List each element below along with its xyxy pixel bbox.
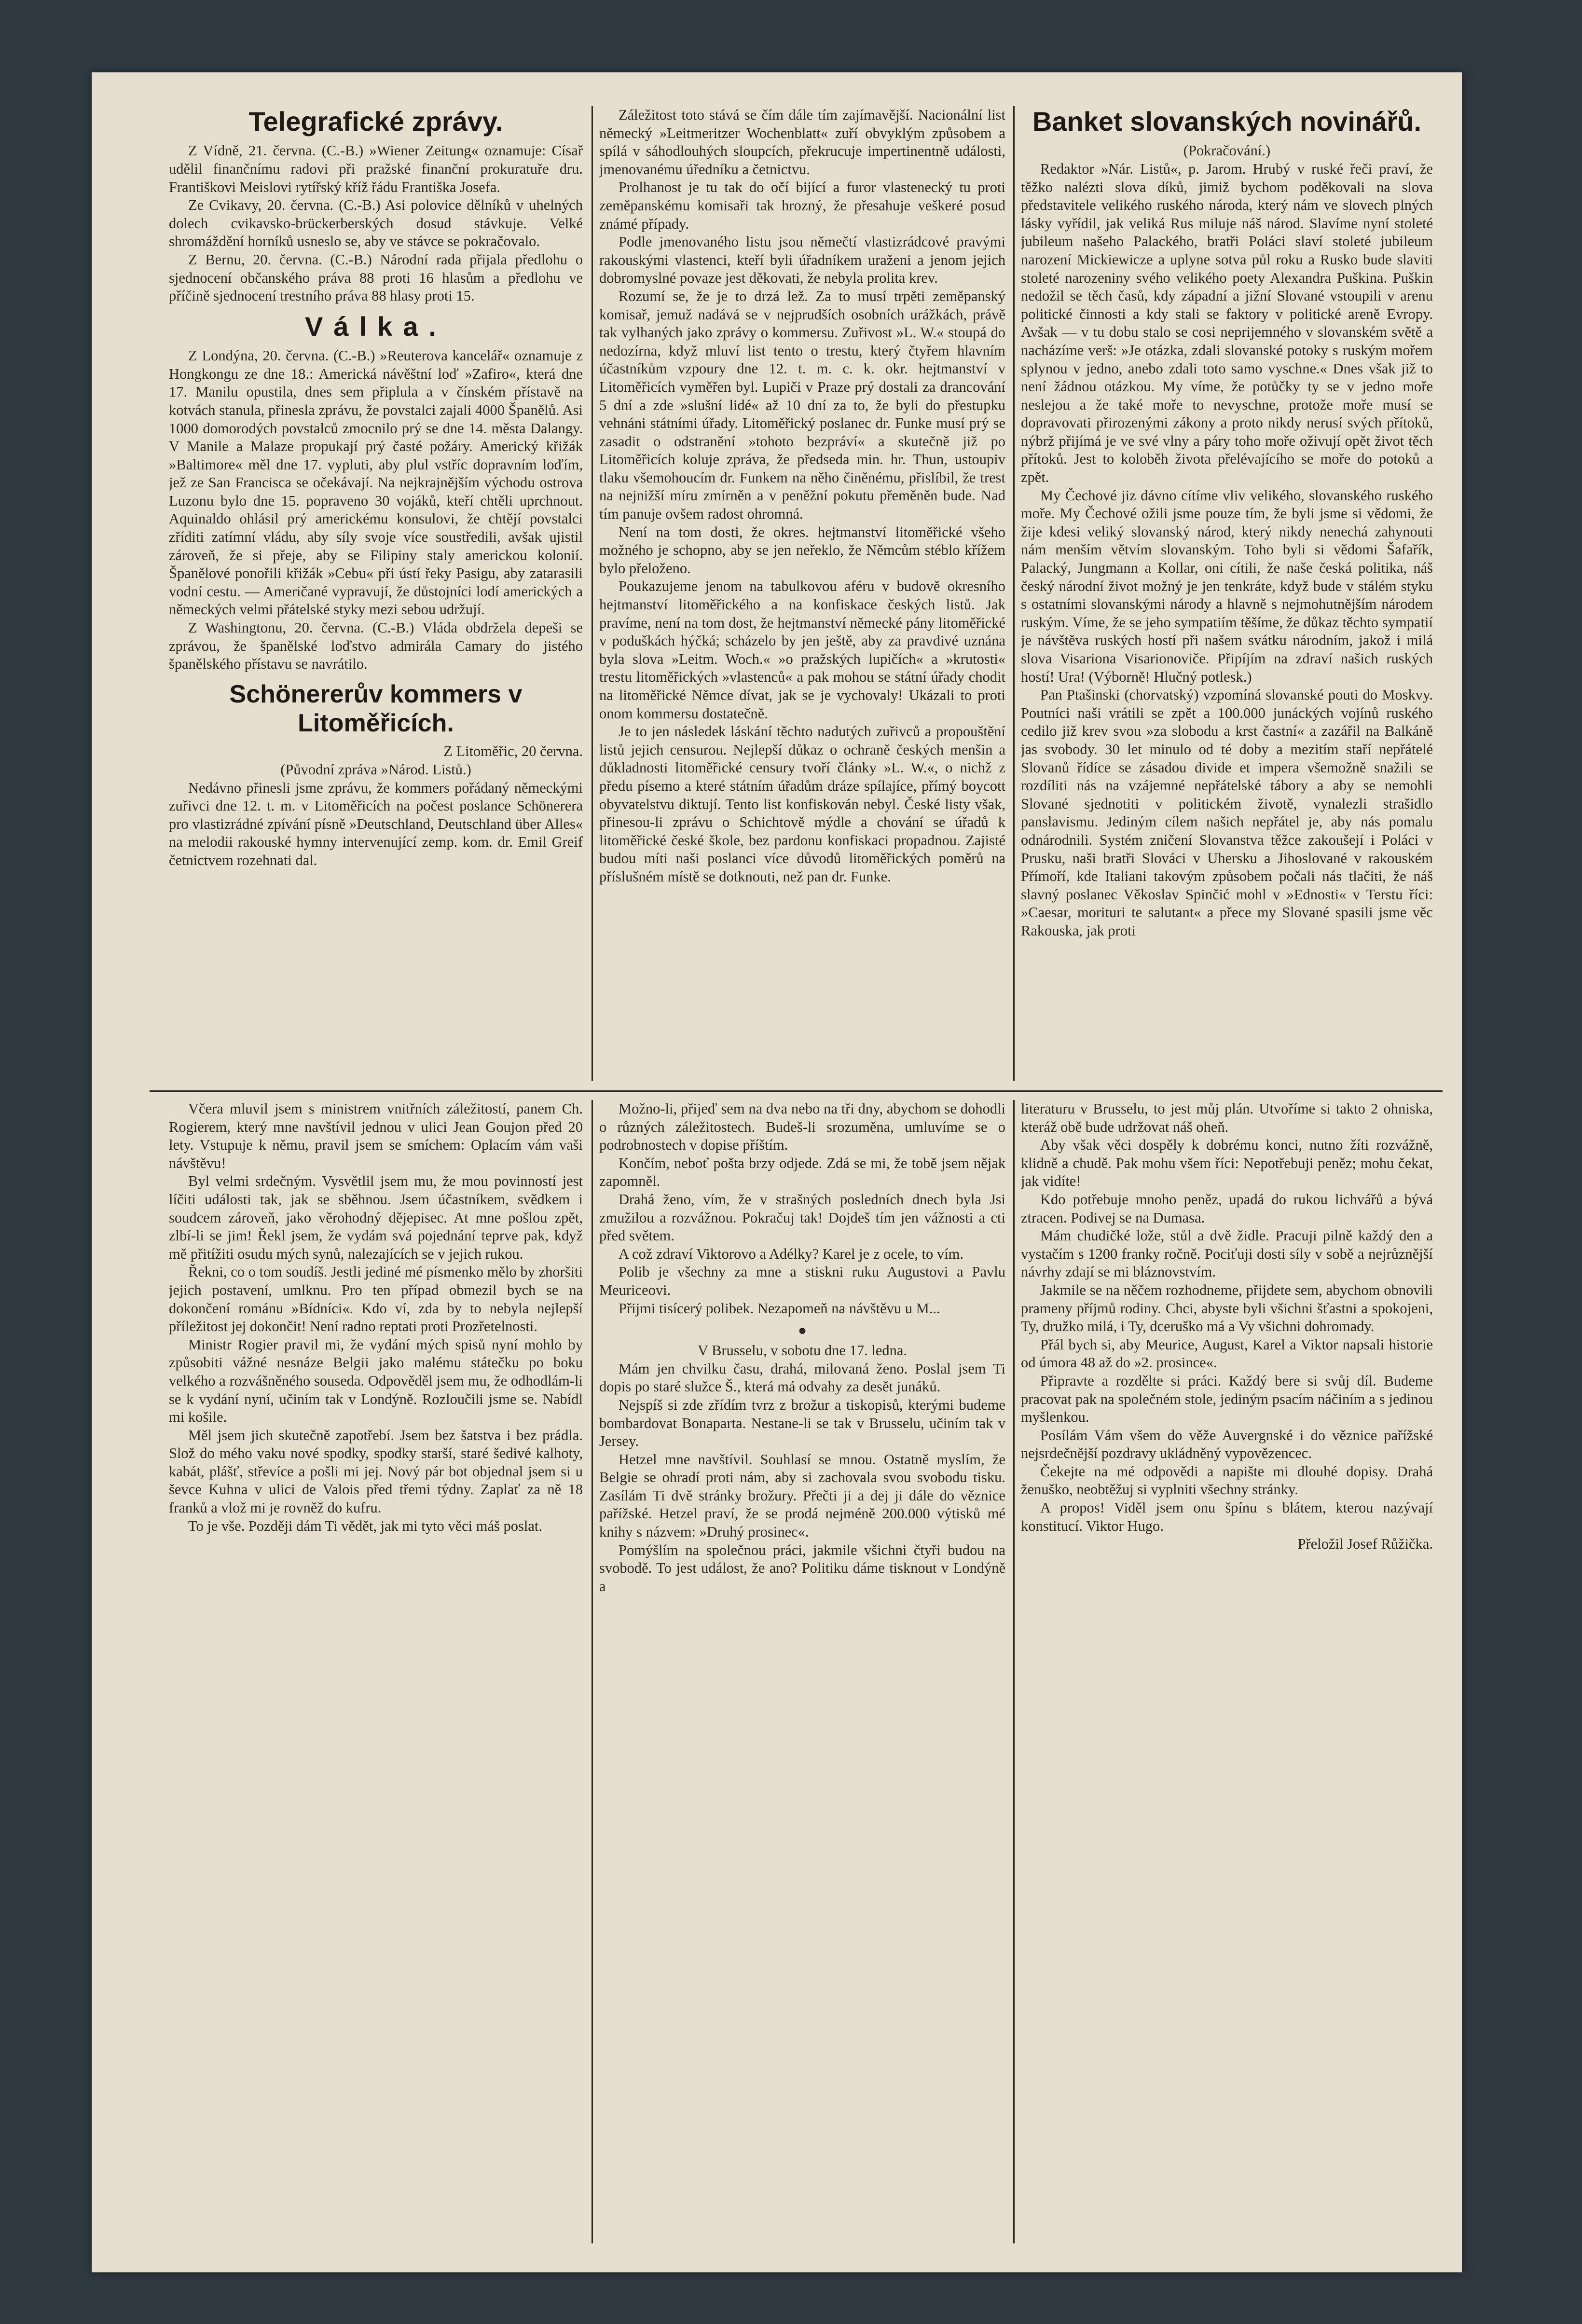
headline-banquet: Banket slovanských novinářů.	[1032, 106, 1422, 137]
continuation-note: (Pokračování.)	[1183, 142, 1271, 159]
letter-paragraph: Připravte a rozdělte si práci. Každý bere si svůj díl. Budeme pracovat pak na společném stole, jediným psacím náčiním a s jedinou myšlenkou.	[1021, 1372, 1433, 1426]
paragraph: Podle jmenovaného listu jsou němečtí vlastizrádcové pravými rakouskými vlastenci, kteří byli úřadníkem uraženi a jenom jejich dobromyslné povaze jest děkovati, že nebyla prolita krev.	[599, 234, 1005, 287]
letter-paragraph: Kdo potřebuje mnoho peněz, upadá do rukou lichvářů a bývá ztracen. Podivej se na Dumasa.	[1021, 1191, 1433, 1226]
letter-paragraph: Přijmi tisícerý polibek. Nezapomeň na návštěvu u M...	[619, 1300, 940, 1317]
section-bullet-icon: ●	[798, 1322, 807, 1339]
letter-paragraph: Včera mluvil jsem s ministrem vnitřních záležitostí, panem Ch. Rogierem, který mne navštívil jednou v ulici Jean Goujon před 20 lety. Vstupuje k němu, pravil jsem se smíchem: Oplacím vám vaši návštěvu!	[169, 1100, 583, 1171]
letter-paragraph: Polib je všechny za mne a stiskni ruku Augustovi a Pavlu Meuriceovi.	[599, 1264, 1005, 1298]
letter-paragraph: Hetzel mne navštívil. Souhlasí se mnou. Ostatně myslím, že Belgie se ohradí proti nám, aby si zachovala svou svobodu tisku. Zasílám Ti dvě stránky brožury. Přečti ji a dej ji dále do věznice pařížské. Hetzel praví, že se prodá nejméně 200.000 výtisků mé knihy s názvem: »Druhý prosinec«.	[599, 1451, 1005, 1540]
letter-paragraph: Nejspíš si zde zřídím tvrz z brožur a tiskopisů, kterými budeme bombardovat Bonaparta. Nestane-li se tak v Brusselu, učiním tak v Jersey.	[599, 1396, 1005, 1450]
letter-paragraph: To je vše. Později dám Ti vědět, jak mi tyto věci máš poslat.	[188, 1517, 543, 1534]
headline-telegrams: Telegrafické zprávy.	[248, 106, 503, 137]
section-divider	[150, 1090, 1443, 1092]
column-rule	[1013, 1100, 1015, 2243]
letter-paragraph: Byl velmi srdečným. Vysvětlil jsem mu, že mou povinností jest líčiti události tak, jak se sběhnou. Jsem účastníkem, svědkem i soudcem zároveň, jako věrohodný dějepisec. At mne pošlou zpět, zlbí-li se jim! Řekl jsem, že vydám svá pojednání teprve pak, když mě přitížiti osudu mých synů, nalezajících se v jejich rukou.	[169, 1173, 583, 1262]
top-column-3	[1021, 106, 1433, 1090]
bottom-column-1	[169, 1100, 583, 2248]
bottom-column-2	[599, 1100, 1005, 2248]
source-note: (Původní zpráva »Národ. Listů.)	[280, 761, 471, 778]
newspaper-page	[92, 72, 1462, 2272]
news-bern: Z Bernu, 20. června. (C.-B.) Národní rada přijala předlohu o sjednocení občanského práva 88 proti 16 hlasům a předlohu ve příčině sjednocení trestního práva 88 hlasy proti 15.	[169, 251, 583, 304]
paragraph: Pan Ptašinski (chorvatský) vzpomíná slovanské pouti do Moskvy. Poutníci naši vrátili se zpět a 100.000 junáckých vojínů ruského cedilo již krev svou »za slobodu a krst častní« a zazářil na Balkáně jas svobody. 30 let minulo od té doby a mezitím staří nepřátelé Slovanů řídíce se zásadou divide et impera všemožně snažili se rozdíliti nás na vzájemné nepřátelské tábory a aby se nemohli Slované sjednotiti v politickém životě, vynalezli strašidlo panslavismu. Jediným cílem našich nepřátel je, aby nás pomalu odnárodnili. Systém zničení Slovanstva těžce zakoušejí i Poláci v Prusku, naši bratři Slováci v Uhersku a Jihoslované v rakouském Přímoří, kde Italiani takovým způsobem počali nás tlačiti, že náš slavný poslanec Věkoslav Spinčić mohl v »Ednosti« v Terstu říci: »Caesar, morituri te salutant« a přece my Slované spasili jsme věc Rakouska, jak proti	[1021, 687, 1433, 939]
translator-signature: Přeložil Josef Růžička.	[1297, 1536, 1433, 1553]
column-rule	[592, 1100, 593, 2243]
letter-paragraph: Končím, neboť pošta brzy odjede. Zdá se mi, že tobě jsem nějak zapomněl.	[599, 1155, 1005, 1190]
letter-paragraph: Ministr Rogier pravil mi, že vydání mých spisů nyní mohlo by způsobiti vážné nesnáze Belgii jako malému státečku po boku velkého a rozvášněného souseda. Odpověděl jsem mu, že odhodlám-li se k vydání nyní, učiním tak v Londýně. Rozloučili jsme se. Nabídl mi košile.	[169, 1336, 583, 1426]
news-london: Z Londýna, 20. června. (C.-B.) »Reuterova kancelář« oznamuje z Hongkongu ze dne 18.: Americká návěštní loď »Zafiro«, která dne 17. Manilu opustila, dnes sem připlula a v čínském přístavě na kotvách stanula, přinesla zprávu, že povstalci zajali 4000 Španělů. Asi 1000 domorodých povstalců zmocnilo prý se dne 14. města Dalangy. V Manile a Malaze propukají prý časté požáry. Americký křižák »Baltimore« měl dne 17. vypluti, aby plul vstříc dopravním loďím, jež ze San Francisca se očekávají. Na nejkrajnějším východu ostrova Luzonu bylo dne 15. popraveno 30 vojáků, kteří chtěli uprchnout. Aquinaldo ohlásil prý americkému konsulovi, že chtějí povstalci zříditi zatímní vládu, aby síly svoje více soustředili, avšak ujistil zároveň, že si přeje, aby se Filipiny staly americkou kolonií. Španělové ponořili křižák »Cebu« při ústí řeky Pasigu, aby zatarasili vodní cestu. — Američané vypravují, že důstojníci lodí amerických a německých velmi přátelské styky mezi sebou udržují.	[169, 347, 583, 618]
letter-paragraph: Čekejte na mé odpovědi a napište mi dlouhé dopisy. Drahá ženuško, neobtěžuj si vyplniti všechny stránky.	[1021, 1463, 1433, 1498]
paragraph: My Čechové jiz dávno cítíme vliv velikého, slovanského ruského moře. My Čechové ožili jsme pouze tím, že byli jsme si vědomi, že žije kdesi veliký slovanský národ, který nikdy nenechá zahynouti nám menším větvím slovanským. Toho byli si vědomi Šafařík, Palacký, Jungmann a Kollar, oni cítili, že naše česká politika, náš český národní život možný je jen tenkráte, když bude v stálém styku s ostatními slovanskými národy a hlavně s nejmohutnějším národem ruským. Víme, že se jeho sympatiím těšíme, že důkaz těchto sympatií je návštěva ruských hostí při našem svátku národním, jakož i milá slova Visariona Visarionoviče. Připíjím na zdraví našich ruských hostí! Ura! (Výborně! Hlučný potlesk.)	[1021, 487, 1433, 685]
dateline: Z Litoměřic, 20 června.	[443, 743, 583, 760]
letter-paragraph: Řekni, co o tom soudíš. Jestli jediné mé písmenko mělo by zhoršiti jejich postavení, umlknu. Pro ten případ obmezil bych se na dokončení románu »Bídníci«. Kdo ví, zda by to nebyla nejlepší příležitost jej dokončit! Není radno reptati proti Prozřetelnosti.	[169, 1264, 583, 1335]
letter-paragraph: A propos! Viděl jsem onu špínu s blátem, kterou nazývají konstitucí. Viktor Hugo.	[1021, 1499, 1433, 1534]
letter-paragraph: Aby však věci dospěly k dobrému konci, nutno žíti rozvážně, klidně a chudě. Pak mohu všem říci: Nepotřebuji peněz; mohu čekat, jak vidíte!	[1021, 1137, 1433, 1190]
paragraph: Poukazujeme jenom na tabulkovou aféru v budově okresního hejtmanství litoměřického a na konfiskace českých listů. Jak pravíme, není na tom dost, že hejtmanství německé pány litoměřické v poduškách hýčká; scházelo by jen ještě, aby za pravdivé uznána byla slova »Leitm. Woch.« »o pražských lupičích« a »krutosti« trestu litoměřických »vlastenců« a pak mohou se státní úřady chodit na litoměřické Němce dívat, jak se je vychovaly! Ukázali to proti onom kommersu dostatečně.	[599, 578, 1005, 722]
letter-paragraph: Měl jsem jich skutečně zapotřebí. Jsem bez šatstva i bez prádla. Slož do mého vaku nové spodky, spodky starší, staré šedivé kalhoty, kabát, plášť, střevíce a pošli mi jej. Nový pár bot objednal jsem si u ševce Kuhna v ulici de Valois před třemi týdny. Zaplať za ně 18 franků a vlož mi je rovněž do kufru.	[169, 1427, 583, 1516]
paragraph: Rozumí se, že je to drzá lež. Za to musí trpěti zeměpanský komisař, jemuž nadává se v nejprudších osobních urážkách, právě tak vylhaných jako zprávy o kommersu. Zuřivost »L. W.« stoupá do nedozírna, když mluví list tento o trestu, který čtyřem hlavním účastníkům vzpoury dne 12. t. m. c. k. okr. hejtmanství v Litoměřicích vyměřen byl. Lupiči v Praze prý dostali za drancování 5 dní a zde »slušní lidé« až 10 dní za to, že byli do přestupku vehnáni státními úřady. Litoměřický poslanec dr. Funke musí prý se zasadit o odstranění »tohoto bezpráví« a skutečně již po Litoměřicích koluje zpráva, že předseda min. hr. Thun, ustoupiv tlaku všemohoucím dr. Funkem na něho činěnému, přislíbil, že trest na nejnižší míru zmírněn a v peněžní pokutu přeměněn bude. Nad tím panuje ovšem radost ohromná.	[599, 288, 1005, 523]
letter-paragraph: Možno-li, přijeď sem na dva nebo na tři dny, abychom se dohodli o různých záležitostech. Budeš-li srozuměna, umluvíme se o podrobnostech v dopise příštím.	[599, 1100, 1005, 1154]
letter-paragraph: Posílám Vám všem do věže Auvergnské i do věznice pařížské nejsrdečnější pozdravy ukládněný vypovězencec.	[1021, 1427, 1433, 1462]
letter-paragraph: Pomýšlím na společnou práci, jakmile všichni čtyři budou na svobodě. To jest událost, že ano? Politiku dáme tisknout v Londýně a	[599, 1541, 1005, 1595]
column-rule	[1013, 106, 1015, 1081]
headline-kommers: Schönererův kommers v Litoměřicích.	[229, 680, 523, 737]
column-rule	[592, 106, 593, 1081]
top-column-1	[169, 106, 583, 1090]
paragraph: Záležitost toto stává se čím dále tím zajímavější. Nacionální list německý »Leitmeritzer Wochenblatt« zuří obvyklým způsobem a spílá v sáhodlouhých sloupcích, překrucuje impertinentně události, jmenovanému úředníku a četnictvu.	[599, 107, 1005, 178]
news-cvikava: Ze Cvikavy, 20. června. (C.-B.) Asi polovice dělníků v uhelných dolech cvikavsko-brückerberských dosud stávkuje. Velké shromáždění horníků usneslo se, aby ve stávce se pokračovalo.	[169, 197, 583, 250]
letter-paragraph: Přál bych si, aby Meurice, August, Karel a Viktor napsali historie od úmora 48 až do »2. prosince«.	[1021, 1336, 1433, 1371]
letter-paragraph: A což zdraví Viktorovo a Adélky? Karel je z ocele, to vím.	[619, 1245, 963, 1262]
kommers-article-start: Nedávno přinesli jsme zprávu, že kommers pořádaný německými zuřivci dne 12. t. m. v Litoměřicích na počest poslance Schönerera pro vlastizrádné zpívání písně »Deutschland, Deutschland über Alles« na melodii rakouské hymny intervenující zemp. kom. dr. Emil Greif četnictvem rozehnati dal.	[169, 779, 583, 868]
bottom-column-3	[1021, 1100, 1433, 2248]
news-washington: Z Washingtonu, 20. června. (C.-B.) Vláda obdržela depeši se zprávou, že španělské loďstvo admirála Camary do jistého španělského přístavu se navrátilo.	[169, 619, 583, 673]
paragraph: Redaktor »Nár. Listů«, p. Jarom. Hrubý v ruské řeči praví, že těžko nalézti slova díků, jimiž bychom poděkovali na slova představitele velikého ruského národa, který nám ve slovech plných lásky vyřídil, jak veliká Rus miluje náš národ. Slavíme nyní stoleté jubileum našeho Palackého, bratři Poláci slaví stoleté jubileum narození Mickiewicze a uplyne sotva půl roku a Rusko bude slaviti stoleté narozeniny svého velikého poety Alexandra Puškina. Puškin nedožil se těch časů, kdy západní a jižní Slované vstoupili v arenu politické činnosti a kdy stali se faktory v politické areně Evropy. Avšak — v tu dobu stalo se cosi neprijemného v slovanském světě a nacházíme verš: »Je otázka, zdali slovanské potoky s ruským mořem splynou v jedno, anebo zdali toto samo vyschne.« Dnes však již to není žádnou otázkou. My víme, že potůčky ty se v jedno moře neslejou a že také moře to nevyschne, protože moře musí se dopravovati přirozenými zákony a proto nikdy nerusí svých přítoků, nýbrž přijímá je ve své vlny a páry toho moře oživují opět život těch přítoků. Jest to koloběh života přelévajícího se moře do potoků a zpět.	[1021, 160, 1433, 486]
headline-war: Válka.	[305, 311, 447, 342]
news-vienna: Z Vídně, 21. června. (C.-B.) »Wiener Zeitung« oznamuje: Císař udělil finančnímu radovi při pražské finanční prokuratuře dru. Františkovi Meislovi rytířský kříž řádu Františka Josefa.	[169, 142, 583, 195]
letter-paragraph: Mám jen chvilku času, drahá, milovaná ženo. Poslal jsem Ti dopis po staré služce Š., která má odvahy za desět junáků.	[599, 1360, 1005, 1395]
paragraph: Je to jen následek láskání těchto nadutých zuřivců a propouštění listů jejich censurou. Nejlepší důkaz o ochraně českých menšin a důkladnosti litoměřické censury tvoří články »L. W.«, o nichž z předu písemo a které státním úřadům dráze spílajíce, přímý boycott obyvatelstvu diktují. Tento list konfiskován nebyl. České listy však, přinesou-li zprávu o Schichtově mýdle a chování se úřadů k litoměřické české škole, bez pardonu konfiskaci propadnou. Zajisté budou míti naši poslanci více důvodů litoměřických poměrů na příslušném místě se dotknouti, než pan dr. Funke.	[599, 723, 1005, 885]
letter-dateline: V Brusselu, v sobotu dne 17. ledna.	[697, 1342, 908, 1359]
letter-paragraph: Mám chudičké lože, stůl a dvě židle. Pracuji pilně každý den a vystačím s 1200 franky ročně. Pociťuji dosti síly v sobě a nejrůznější návrhy zdají se mi bláznovstvím.	[1021, 1227, 1433, 1280]
paragraph: Prolhanost je tu tak do očí bijící a furor vlastenecký tu proti zeměpanskému komisaři tak hrozný, že přesahuje veškeré posud známé případy.	[599, 179, 1005, 232]
letter-paragraph: literaturu v Brusselu, to jest můj plán. Utvoříme si takto 2 ohniska, kteráž obě bude udržovat náš oheň.	[1021, 1100, 1433, 1135]
letter-paragraph: Jakmile se na něčem rozhodneme, přijdete sem, abychom obnovili prameny příjmů rodiny. Chci, abyste byli všichni šťastni a spokojeni, Ty, družko milá, i Ty, dceruško má a Vy všichni dohromady.	[1021, 1281, 1433, 1335]
paragraph: Není na tom dosti, že okres. hejtmanství litoměřické všeho možného je schopno, aby se jen neřeklo, že Němcům stéblo křížem bylo přeloženo.	[599, 523, 1005, 577]
letter-paragraph: Drahá ženo, vím, že v strašných posledních dnech byla Jsi zmužilou a rozvážnou. Pokračuj tak! Dojdeš tím jen vážnosti a cti před světem.	[599, 1191, 1005, 1244]
top-column-2	[599, 106, 1005, 1090]
